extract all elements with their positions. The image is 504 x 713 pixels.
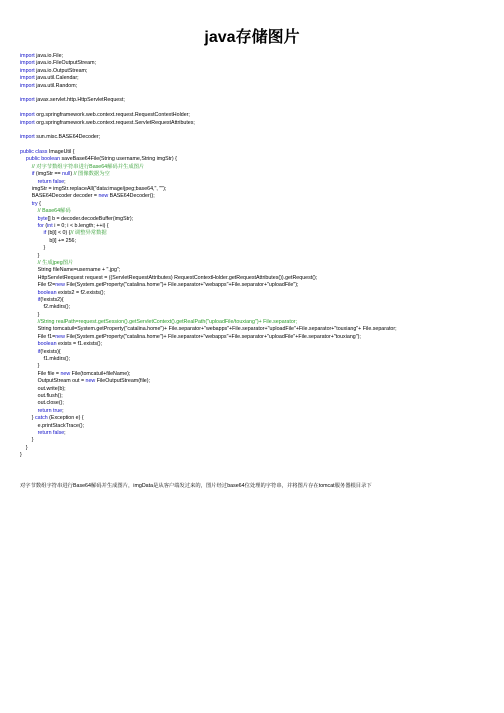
code-keyword: try [31, 200, 38, 207]
code-text: (imgStr == [34, 171, 63, 178]
code-line [20, 275, 498, 282]
code-line [20, 105, 498, 112]
code-text: e.printStackTrace(); [20, 422, 84, 429]
code-keyword: null [62, 171, 71, 178]
code-comment: // Base64解码 [37, 208, 71, 215]
code-keyword: byte [37, 215, 48, 222]
code-text: ( [43, 222, 48, 229]
footer-caption: 对字节数组字符串进行Base64解码并生成图片，imgData是从客户端发过来的，图片经过base64位处理的字符串，并将图片存在tomcat服务器根目录下 [20, 483, 372, 489]
code-text [20, 208, 38, 214]
code-text: String tomcatuil=System.getProperty("catalina.home")+ File.separator+"webapps"+File.separator+"uploadFile"+File.separator+"touxiang"+ File.separator; [20, 326, 397, 333]
code-keyword: import [20, 75, 35, 82]
code-text [20, 408, 38, 414]
code-keyword: boolean [37, 341, 57, 348]
code-keyword: import [20, 112, 35, 119]
code-text: java.util.Calendar; [34, 75, 79, 82]
code-text: ; [62, 407, 64, 414]
code-keyword: new [98, 193, 109, 200]
code-line [20, 97, 498, 104]
code-text: String fileName=username + ".jpg"; [20, 267, 121, 274]
code-text: File(tomcatuil+fileName); [70, 370, 131, 377]
code-line [20, 171, 498, 178]
code-text: } [20, 363, 40, 370]
code-line [20, 193, 498, 200]
code-text: (b[i] < 0) { [46, 230, 71, 237]
code-line [20, 297, 498, 304]
code-line [20, 142, 498, 149]
code-keyword: if [31, 171, 35, 178]
code-text: org.springframework.web.context.request.RequestContextHolder; [34, 112, 190, 119]
page-title: java存储图片 [204, 29, 300, 46]
code-line [20, 386, 498, 393]
code-text: java.io.File; [34, 53, 63, 59]
code-text [20, 179, 38, 185]
code-line [20, 363, 498, 370]
code-line [20, 238, 498, 245]
code-comment: // 生成jpeg图片 [37, 259, 74, 266]
code-text: } [20, 437, 34, 444]
code-comment: // 图像数据为空 [73, 171, 110, 178]
code-keyword: new [85, 378, 96, 385]
code-line [20, 120, 498, 127]
code-text [20, 216, 38, 222]
code-text: b[i] += 256; [20, 237, 76, 244]
code-line [20, 83, 498, 90]
code-text: } [20, 452, 22, 459]
code-text: javax.servlet.http.HttpServletRequest; [34, 97, 125, 104]
code-keyword: import [20, 97, 35, 104]
code-keyword: import [20, 53, 35, 59]
code-line [20, 290, 498, 297]
code-keyword: new [60, 370, 71, 377]
code-text: File f2= [20, 282, 56, 289]
code-text: out.write(b); [20, 385, 66, 392]
code-line [20, 267, 498, 274]
code-line [20, 90, 498, 97]
code-text: HttpServletRequest request = ((ServletRequestAttributes) RequestContextHolder.getRequestAttributes()).getRequest(); [20, 274, 318, 281]
code-line [20, 216, 498, 223]
code-text: OutputStream out = [20, 378, 86, 385]
code-line [20, 415, 498, 422]
code-line [20, 201, 498, 208]
code-line [20, 312, 498, 319]
code-text: (!exists2){ [40, 296, 64, 303]
code-text: } [20, 415, 36, 422]
code-comment: // 调整异常数据 [70, 230, 107, 237]
code-keyword: catch [35, 415, 48, 422]
code-line [20, 400, 498, 407]
code-text: File(System.getProperty("catalina.home")+ File.separator+"webapps"+File.separator+"uploadFile"); [64, 282, 299, 289]
code-line [20, 134, 498, 141]
code-text [20, 297, 38, 303]
code-line [20, 53, 498, 60]
code-text: File(System.getProperty("catalina.home")+ File.separator+"webapps"+File.separator+"uploadFile"+File.separator+"touxiang"); [64, 333, 361, 340]
code-text: { [37, 200, 41, 207]
code-text: out.close(); [20, 400, 64, 407]
code-text: BASE64Decoder decoder = [20, 193, 99, 200]
code-text [20, 349, 38, 355]
code-keyword: import [20, 134, 35, 141]
code-text: java.util.Random; [34, 82, 78, 89]
code-text: saveBase64File(String username,String imgStr) { [60, 156, 177, 163]
code-text: java.io.OutputStream; [34, 67, 88, 74]
code-line [20, 60, 498, 67]
code-line [20, 260, 498, 267]
code-text: sun.misc.BASE64Decoder; [34, 134, 101, 141]
code-line [20, 341, 498, 348]
code-line [20, 253, 498, 260]
code-keyword: return false [37, 178, 65, 185]
code-line [20, 230, 498, 237]
code-line [20, 452, 498, 459]
code-text: [] b = decoder.decodeBuffer(imgStr); [47, 215, 134, 222]
code-line [20, 356, 498, 363]
code-text [20, 430, 38, 436]
code-text: ) [70, 171, 74, 178]
code-block [20, 53, 498, 459]
code-text: i = 0; i < b.length; ++i) { [52, 222, 109, 229]
code-text: ImageUtil { [47, 149, 75, 156]
code-line [20, 75, 498, 82]
code-text: FileOutputStream(file); [95, 378, 150, 385]
code-line [20, 445, 498, 452]
code-text [20, 260, 38, 266]
code-text: out.flush(); [20, 392, 63, 399]
code-text: } [20, 252, 40, 259]
code-text: (!exists){ [40, 348, 61, 355]
code-text: exists2 = f2.exists(); [56, 289, 105, 296]
code-text: File file = [20, 370, 61, 377]
code-text: f1.mkdirs(); [20, 356, 71, 363]
code-line [20, 208, 498, 215]
code-line [20, 408, 498, 415]
code-keyword: import [20, 67, 35, 74]
code-text: ; [64, 429, 66, 436]
code-line [20, 149, 498, 156]
code-keyword: import [20, 60, 35, 67]
code-text [20, 230, 44, 236]
code-line [20, 371, 498, 378]
code-keyword: int [47, 222, 53, 229]
code-line [20, 437, 498, 444]
code-keyword: public class [20, 149, 48, 156]
code-line [20, 326, 498, 333]
code-keyword: new [55, 333, 65, 340]
code-keyword: return false [37, 429, 65, 436]
code-text: BASE64Decoder(); [108, 193, 155, 200]
code-line [20, 156, 498, 163]
code-text [20, 171, 32, 177]
code-keyword: import [20, 82, 35, 89]
code-line [20, 319, 498, 326]
code-text: exists = f1.exists(); [56, 341, 103, 348]
code-line [20, 186, 498, 193]
code-comment: // 对字节数组字符串进行Base64解码并生成图片 [31, 163, 145, 170]
code-text: imgStr = imgStr.replaceAll("data:image/jpeg;base64,", ""); [20, 186, 167, 193]
code-text: } [20, 311, 40, 318]
code-text: org.springframework.web.context.request.ServletRequestAttributes; [34, 119, 195, 126]
code-line [20, 282, 498, 289]
code-keyword: new [55, 282, 65, 289]
code-text: File f1= [20, 333, 56, 340]
code-text [20, 290, 38, 296]
code-comment: //String realPath=request.getSession().getServletContext().getRealPath("uploadFile/touxiang")+ File.separator; [37, 319, 297, 326]
code-text [20, 201, 32, 207]
code-line [20, 423, 498, 430]
code-line [20, 68, 498, 75]
code-text: } [20, 444, 28, 451]
code-text: java.io.FileOutputStream; [34, 60, 96, 67]
code-keyword: if [43, 230, 47, 237]
code-text: (Exception e) { [47, 415, 84, 422]
code-line [20, 378, 498, 385]
code-text: ; [64, 178, 66, 185]
code-keyword: public boolean [25, 156, 61, 163]
code-text [20, 223, 38, 229]
code-line [20, 393, 498, 400]
code-keyword: if [37, 348, 41, 355]
code-text: } [20, 245, 46, 252]
code-keyword: if [37, 296, 41, 303]
code-text: f2.mkdirs(); [20, 304, 71, 311]
code-keyword: boolean [37, 289, 57, 296]
code-line [20, 245, 498, 252]
code-line [20, 179, 498, 186]
code-line [20, 349, 498, 356]
code-keyword: return true [37, 407, 63, 414]
code-line [20, 430, 498, 437]
code-text [20, 164, 32, 170]
code-keyword: for [37, 222, 44, 229]
code-text [20, 341, 38, 347]
code-line [20, 334, 498, 341]
code-line [20, 112, 498, 119]
code-text [20, 319, 38, 325]
code-keyword: import [20, 119, 35, 126]
code-line [20, 127, 498, 134]
code-line [20, 304, 498, 311]
